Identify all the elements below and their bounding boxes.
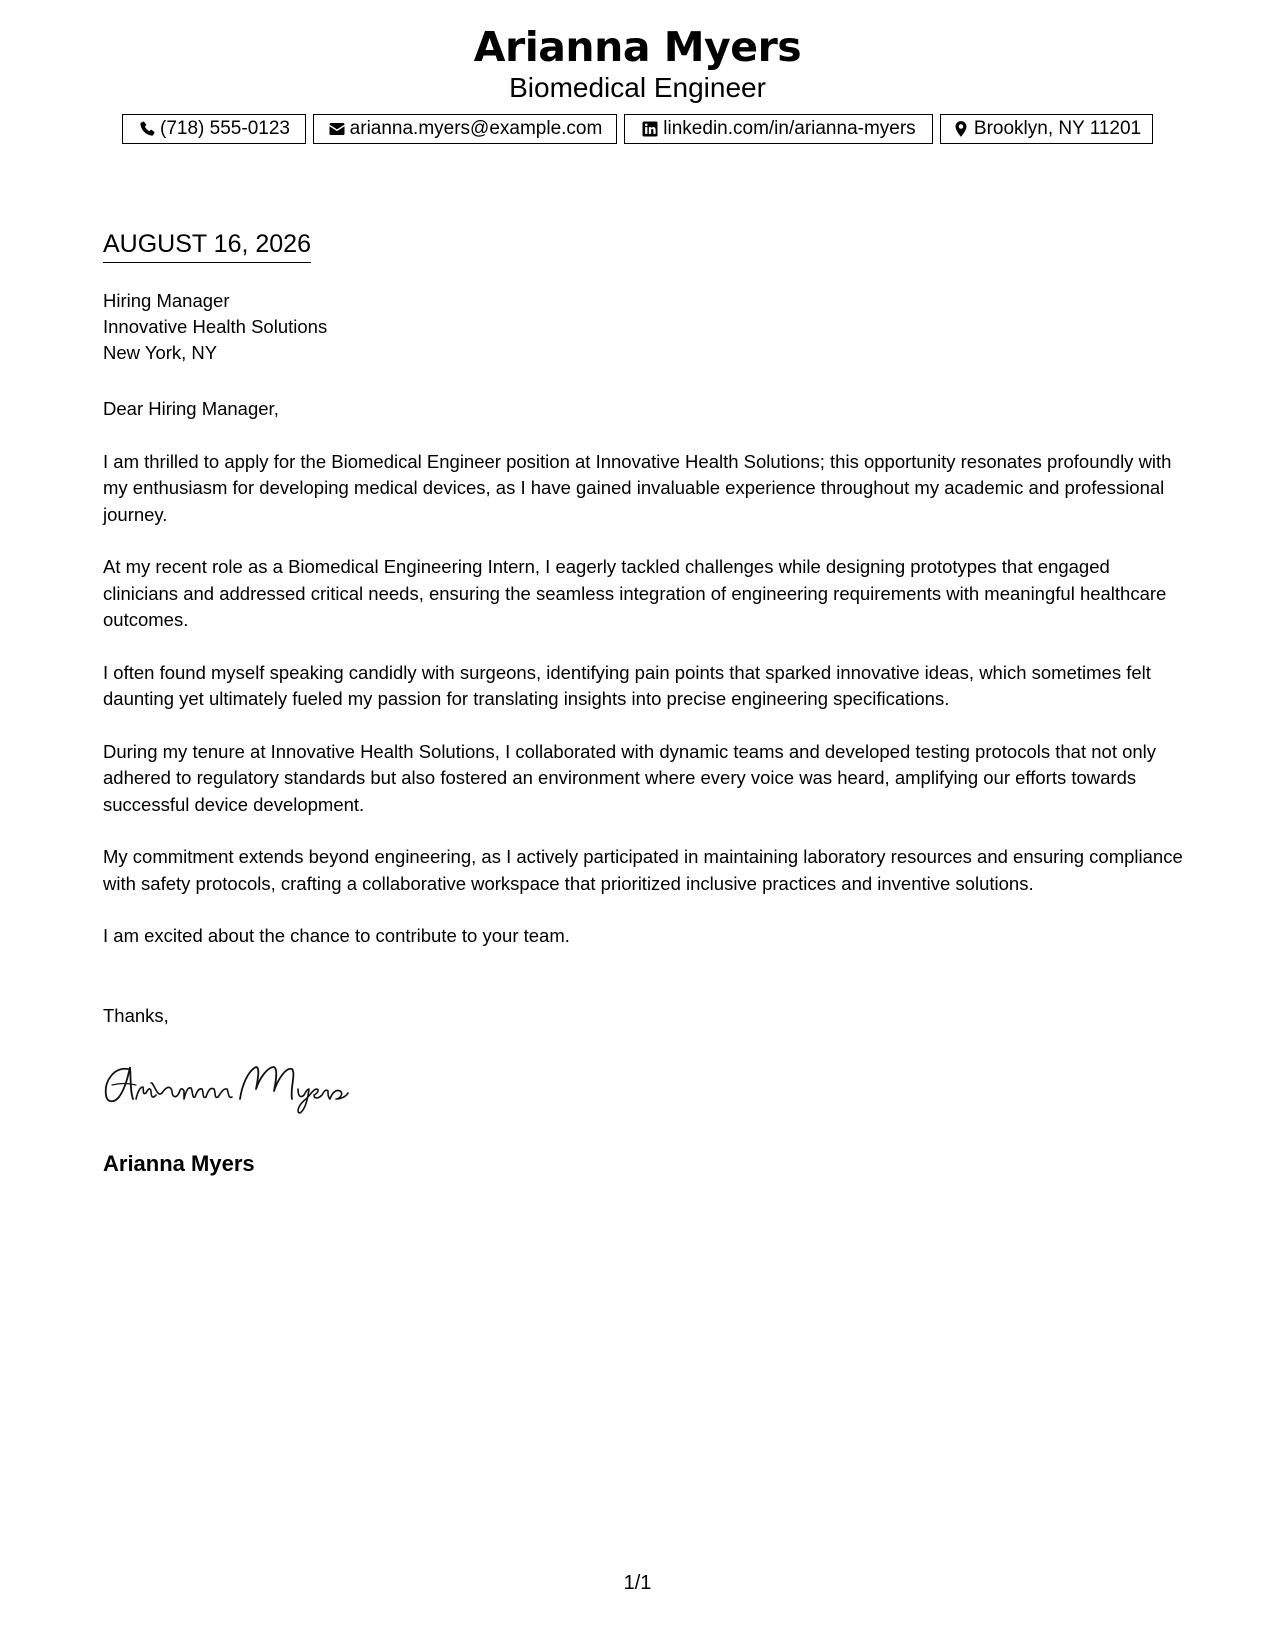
letter-header	[0, 22, 1275, 105]
recipient-block	[103, 288, 327, 366]
envelope-icon	[328, 120, 346, 138]
letter-date: AUGUST 16, 2026	[103, 229, 311, 263]
body-paragraph: My commitment extends beyond engineering, as I actively participated in maintaining laboratory resources and ensuring compliance with safety protocols, crafting a collaborative workspace that prioritized inclusive practices and inventive solutions.	[103, 846, 1183, 894]
handwritten-signature	[100, 1055, 370, 1115]
page-number: 1/1	[623, 1572, 652, 1594]
map-marker-icon	[952, 120, 970, 138]
contact-phone	[122, 114, 306, 144]
location-text: Brooklyn, NY 11201	[973, 118, 1142, 139]
recipient-location: New York, NY	[103, 342, 218, 363]
recipient-company: Innovative Health Solutions	[103, 316, 328, 337]
body-paragraph: During my tenure at Innovative Health Solutions, I collaborated with dynamic teams and developed testing protocols that not only adhered to regulatory standards but also fostered an environment where every voice was heard, amplifying our efforts towards successful device development.	[103, 740, 1157, 815]
phone-text: (718) 555-0123	[160, 118, 290, 139]
applicant-name: Arianna Myers	[473, 23, 802, 71]
applicant-role: Biomedical Engineer	[509, 72, 766, 103]
letter-body	[103, 396, 1183, 976]
body-paragraph: I often found myself speaking candidly with surgeons, identifying pain points that sparked innovative ideas, which sometimes felt daunting yet ultimately fueled my passion for translating insights into precise engineering specifications.	[103, 661, 1151, 709]
linkedin-icon	[641, 120, 659, 138]
signer-name: Arianna Myers	[103, 1151, 255, 1176]
closing: Thanks,	[103, 1005, 169, 1026]
salutation: Dear Hiring Manager,	[103, 398, 279, 419]
contact-bar	[0, 114, 1275, 144]
contact-email	[313, 114, 617, 144]
body-paragraph: I am thrilled to apply for the Biomedical Engineer position at Innovative Health Solutions; this opportunity resonates profoundly with my enthusiasm for developing medical devices, as I have gained invaluable experience throughout my academic and professional journey.	[103, 450, 1172, 525]
recipient-title: Hiring Manager	[103, 290, 230, 311]
linkedin-text: linkedin.com/in/arianna-myers	[663, 118, 916, 139]
body-paragraph: I am excited about the chance to contribute to your team.	[103, 925, 570, 946]
contact-linkedin	[624, 114, 933, 144]
phone-icon	[138, 120, 156, 138]
body-paragraph: At my recent role as a Biomedical Engineering Intern, I eagerly tackled challenges while designing prototypes that engaged clinicians and addressed critical needs, ensuring the seamless integration of engineering requirements with meaningful healthcare outcomes.	[103, 556, 1167, 630]
contact-location	[940, 114, 1153, 144]
email-text: arianna.myers@example.com	[349, 118, 603, 139]
